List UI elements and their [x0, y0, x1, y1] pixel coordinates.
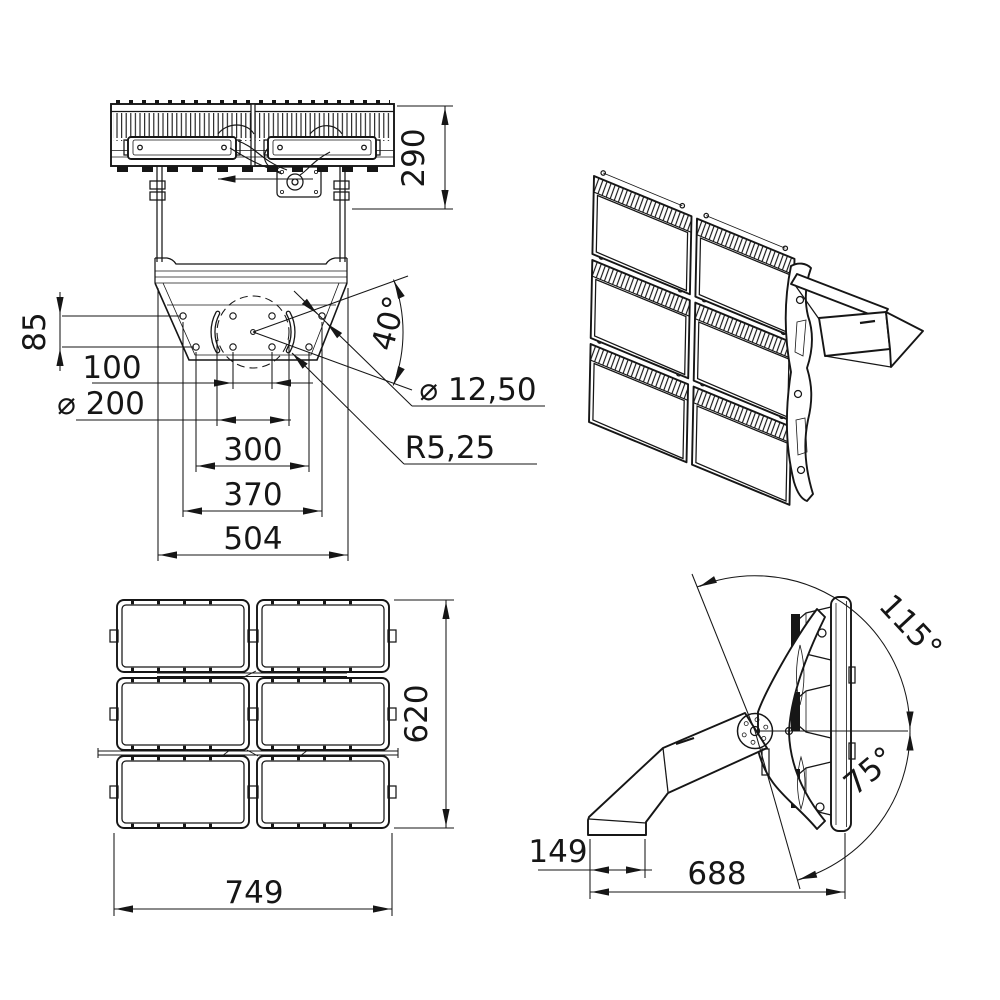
dim-300-label: 300 — [223, 432, 283, 468]
dim-149-label: 149 — [528, 834, 588, 870]
dim-115deg-label: 115° — [871, 587, 949, 667]
front-view — [98, 600, 454, 916]
dim-hole-diameter-label: ⌀ 12,50 — [419, 372, 537, 408]
dim-200-label: ⌀ 200 — [57, 386, 145, 422]
dim-40deg-label: 40° — [364, 292, 414, 355]
dim-149 — [528, 834, 652, 899]
dim-100-label: 100 — [82, 350, 142, 386]
dim-290-label: 290 — [396, 128, 432, 188]
dim-749 — [114, 833, 392, 916]
dim-300 — [196, 352, 309, 472]
driver-bar-left — [124, 137, 240, 159]
side-arm — [588, 713, 769, 835]
top-view — [17, 102, 545, 561]
dim-504-label: 504 — [223, 521, 283, 557]
dim-620 — [394, 600, 454, 828]
mounting-holes — [180, 313, 325, 350]
isometric-view — [589, 171, 923, 505]
dim-620-label: 620 — [399, 684, 435, 744]
dim-slot-radius — [292, 353, 537, 466]
side-view — [528, 574, 949, 899]
side-fixture — [588, 597, 855, 835]
dim-504 — [158, 288, 348, 561]
dim-75deg-label: 75° — [836, 739, 903, 803]
dim-100 — [82, 350, 313, 389]
driver-bar-right — [264, 137, 380, 159]
side-plates — [150, 166, 349, 262]
dim-40deg — [253, 276, 414, 390]
dim-370-label: 370 — [223, 477, 283, 513]
dim-688 — [590, 833, 845, 899]
dim-688-label: 688 — [687, 856, 747, 892]
dim-85-label: 85 — [17, 312, 53, 352]
iso-yoke — [786, 264, 813, 501]
mounting-bracket — [155, 258, 347, 368]
dim-hole-diameter — [294, 291, 545, 408]
dim-749-label: 749 — [224, 875, 284, 911]
top-view-housing — [111, 102, 394, 368]
dim-slot-radius-label: R5,25 — [404, 430, 496, 466]
